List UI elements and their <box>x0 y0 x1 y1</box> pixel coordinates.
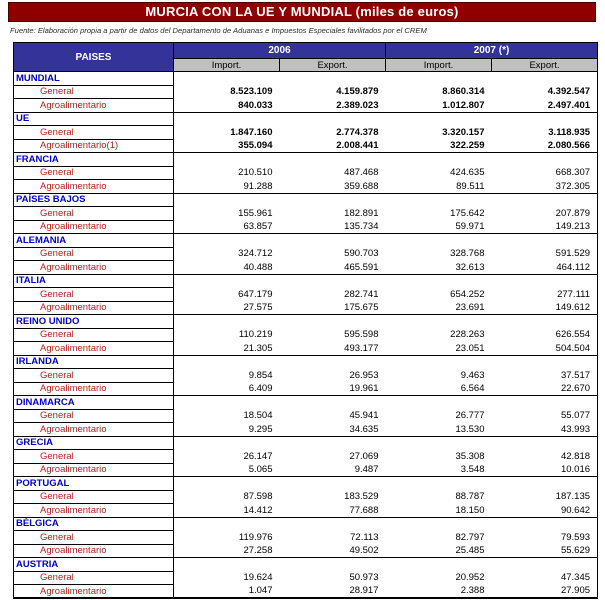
value-cell: 18.504 <box>243 410 273 422</box>
value-cell: 1.847.160 <box>230 126 273 138</box>
value-cell: 595.598 <box>344 329 379 341</box>
value-cell: 28.917 <box>280 585 386 599</box>
value-cell: 328.768 <box>450 248 485 260</box>
data-row <box>14 126 598 140</box>
value-cell: 2.497.401 <box>492 99 598 113</box>
value-cell: 207.879 <box>555 207 591 219</box>
value-cell: 149.612 <box>492 301 598 315</box>
row-label: General <box>14 85 174 99</box>
country-name: DINAMARCA <box>14 396 174 410</box>
row-label: Agroalimentario <box>14 423 174 437</box>
country-header-spacer <box>174 355 598 369</box>
value-cell: 27.258 <box>174 544 280 558</box>
value-cell: 464.112 <box>492 261 598 275</box>
value-cell: 26.953 <box>349 369 379 381</box>
value-cell: 1.047 <box>174 585 280 599</box>
row-label: Agroalimentario <box>14 382 174 396</box>
value-cell: 25.485 <box>386 544 492 558</box>
value-cell: 175.642 <box>450 207 485 219</box>
value-cell: 22.670 <box>492 382 598 396</box>
data-row <box>14 139 598 153</box>
row-label: General <box>14 450 174 464</box>
value-cell: 77.688 <box>280 504 386 518</box>
value-cell: 591.529 <box>555 248 591 260</box>
value-cell: 324.712 <box>238 248 273 260</box>
value-cell: 4.392.547 <box>547 86 591 98</box>
subheader-import-2006: Import. <box>174 59 280 72</box>
value-cell: 372.305 <box>492 180 598 194</box>
year-header-2006: 2006 <box>174 43 386 59</box>
value-cell: 9.463 <box>460 369 485 381</box>
data-row <box>14 342 598 356</box>
data-row <box>14 288 598 302</box>
country-header-spacer <box>174 234 598 248</box>
row-label: Agroalimentario <box>14 99 174 113</box>
value-cell: 27.575 <box>174 301 280 315</box>
row-label: General <box>14 571 174 585</box>
data-row <box>14 220 598 234</box>
value-cell: 4.159.879 <box>336 86 379 98</box>
value-cell: 8.860.314 <box>442 86 485 98</box>
row-label: General <box>14 247 174 261</box>
data-row <box>14 585 598 599</box>
subheader-import-2007: Import. <box>386 59 492 72</box>
data-row <box>14 180 598 194</box>
country-name: GRECIA <box>14 436 174 450</box>
value-cell: 27.905 <box>492 585 598 599</box>
country-header-spacer <box>174 193 598 207</box>
value-cell: 14.412 <box>174 504 280 518</box>
value-cell: 13.530 <box>386 423 492 437</box>
value-cell: 18.150 <box>386 504 492 518</box>
country-header-row <box>14 436 598 450</box>
country-name: ITALIA <box>14 274 174 288</box>
data-row <box>14 99 598 113</box>
country-name: MUNDIAL <box>14 72 174 86</box>
value-cell: 647.179 <box>238 288 273 300</box>
data-row <box>14 409 598 423</box>
value-cell: 119.976 <box>238 531 273 543</box>
row-label: General <box>14 126 174 140</box>
data-row <box>14 571 598 585</box>
row-label: Agroalimentario <box>14 220 174 234</box>
country-name: ALEMANIA <box>14 234 174 248</box>
data-row <box>14 544 598 558</box>
data-row <box>14 450 598 464</box>
country-header-row <box>14 112 598 126</box>
country-header-spacer <box>174 558 598 572</box>
value-cell: 3.548 <box>386 463 492 477</box>
value-cell: 63.857 <box>174 220 280 234</box>
data-row <box>14 247 598 261</box>
value-cell: 10.016 <box>492 463 598 477</box>
value-cell: 424.635 <box>450 167 485 179</box>
row-label: General <box>14 328 174 342</box>
row-label: General <box>14 288 174 302</box>
country-header-spacer <box>174 315 598 329</box>
value-cell: 32.613 <box>386 261 492 275</box>
country-header-row <box>14 193 598 207</box>
column-header-paises: PAISES <box>14 43 174 72</box>
row-label: General <box>14 409 174 423</box>
row-label: Agroalimentario <box>14 585 174 599</box>
data-row <box>14 423 598 437</box>
row-label: Agroalimentario <box>14 301 174 315</box>
value-cell: 6.409 <box>174 382 280 396</box>
value-cell: 82.797 <box>455 531 485 543</box>
row-label: Agroalimentario <box>14 544 174 558</box>
value-cell: 37.517 <box>560 369 591 381</box>
row-label: Agroalimentario <box>14 463 174 477</box>
value-cell: 1.012.807 <box>386 99 492 113</box>
value-cell: 9.854 <box>248 369 273 381</box>
value-cell: 5.065 <box>174 463 280 477</box>
row-label: Agroalimentario(1) <box>14 139 174 153</box>
value-cell: 187.135 <box>555 491 591 503</box>
row-label: Agroalimentario <box>14 261 174 275</box>
value-cell: 504.504 <box>492 342 598 356</box>
country-name: PORTUGAL <box>14 477 174 491</box>
country-header-row <box>14 72 598 86</box>
data-row <box>14 531 598 545</box>
value-cell: 2.080.566 <box>492 139 598 153</box>
value-cell: 6.564 <box>386 382 492 396</box>
row-label: General <box>14 369 174 383</box>
row-label: Agroalimentario <box>14 504 174 518</box>
data-row <box>14 369 598 383</box>
value-cell: 175.675 <box>280 301 386 315</box>
value-cell: 465.591 <box>280 261 386 275</box>
row-label: General <box>14 531 174 545</box>
value-cell: 210.510 <box>238 167 273 179</box>
country-header-spacer <box>174 517 598 531</box>
value-cell: 493.177 <box>280 342 386 356</box>
value-cell: 72.113 <box>350 531 379 543</box>
subheader-export-2007: Export. <box>492 59 598 72</box>
value-cell: 183.529 <box>344 491 379 503</box>
country-header-spacer <box>174 477 598 491</box>
value-cell: 355.094 <box>174 139 280 153</box>
value-cell: 9.487 <box>280 463 386 477</box>
value-cell: 89.511 <box>386 180 492 194</box>
row-label: General <box>14 166 174 180</box>
country-header-spacer <box>174 436 598 450</box>
value-cell: 155.961 <box>238 207 273 219</box>
value-cell: 55.077 <box>560 410 591 422</box>
data-row <box>14 382 598 396</box>
value-cell: 359.688 <box>280 180 386 194</box>
data-row <box>14 85 598 99</box>
country-header-spacer <box>174 274 598 288</box>
table-header <box>14 43 598 72</box>
value-cell: 91.288 <box>174 180 280 194</box>
value-cell: 654.252 <box>450 288 485 300</box>
value-cell: 50.973 <box>349 572 379 584</box>
value-cell: 79.593 <box>560 531 591 543</box>
country-header-row <box>14 315 598 329</box>
table-body <box>14 72 598 599</box>
row-label: General <box>14 207 174 221</box>
value-cell: 34.635 <box>280 423 386 437</box>
data-row <box>14 261 598 275</box>
value-cell: 42.818 <box>560 450 591 462</box>
row-label: General <box>14 490 174 504</box>
value-cell: 149.213 <box>492 220 598 234</box>
value-cell: 35.308 <box>455 450 485 462</box>
data-row <box>14 301 598 315</box>
value-cell: 40.488 <box>174 261 280 275</box>
value-cell: 26.777 <box>455 410 485 422</box>
country-name: REINO UNIDO <box>14 315 174 329</box>
country-header-spacer <box>174 112 598 126</box>
value-cell: 3.320.157 <box>442 126 485 138</box>
value-cell: 59.971 <box>386 220 492 234</box>
year-header-2007: 2007 (*) <box>386 43 598 59</box>
country-header-row <box>14 355 598 369</box>
country-name: AUSTRIA <box>14 558 174 572</box>
value-cell: 2.388 <box>386 585 492 599</box>
country-header-spacer <box>174 396 598 410</box>
value-cell: 277.111 <box>557 288 591 300</box>
value-cell: 19.624 <box>243 572 273 584</box>
data-row <box>14 504 598 518</box>
value-cell: 2.008.441 <box>280 139 386 153</box>
value-cell: 20.952 <box>455 572 485 584</box>
value-cell: 590.703 <box>344 248 379 260</box>
country-header-row <box>14 517 598 531</box>
value-cell: 626.554 <box>555 329 591 341</box>
country-name: IRLANDA <box>14 355 174 369</box>
country-name: BÉLGICA <box>14 517 174 531</box>
value-cell: 840.033 <box>174 99 280 113</box>
value-cell: 282.741 <box>344 288 379 300</box>
data-row <box>14 490 598 504</box>
country-header-row <box>14 396 598 410</box>
country-header-row <box>14 153 598 167</box>
value-cell: 23.691 <box>386 301 492 315</box>
trade-data-table <box>13 42 598 599</box>
report-title: MURCIA CON LA UE Y MUNDIAL (miles de euros) <box>8 2 596 22</box>
value-cell: 668.307 <box>555 167 591 179</box>
row-label: Agroalimentario <box>14 180 174 194</box>
country-header-spacer <box>174 153 598 167</box>
country-header-row <box>14 274 598 288</box>
data-row <box>14 207 598 221</box>
value-cell: 322.259 <box>386 139 492 153</box>
value-cell: 88.787 <box>455 491 485 503</box>
value-cell: 90.642 <box>492 504 598 518</box>
value-cell: 8.523.109 <box>230 86 273 98</box>
country-name: UE <box>14 112 174 126</box>
country-header-spacer <box>174 72 598 86</box>
country-header-row <box>14 234 598 248</box>
value-cell: 23.051 <box>386 342 492 356</box>
value-cell: 110.219 <box>238 329 273 341</box>
value-cell: 47.345 <box>560 572 591 584</box>
source-note: Fuente: Elaboración propia a partir de datos del Departamento de Aduanas e Impuestos Especiales favilitados por el CREM <box>10 26 427 35</box>
country-header-row <box>14 477 598 491</box>
value-cell: 487.468 <box>344 167 379 179</box>
subheader-export-2006: Export. <box>280 59 386 72</box>
data-row <box>14 463 598 477</box>
data-row <box>14 328 598 342</box>
value-cell: 43.993 <box>492 423 598 437</box>
country-header-row <box>14 558 598 572</box>
value-cell: 19.961 <box>280 382 386 396</box>
value-cell: 228.263 <box>450 329 485 341</box>
value-cell: 3.118.935 <box>548 126 591 138</box>
value-cell: 2.389.023 <box>280 99 386 113</box>
value-cell: 49.502 <box>280 544 386 558</box>
value-cell: 2.774.378 <box>336 126 379 138</box>
value-cell: 55.629 <box>492 544 598 558</box>
country-name: PAÍSES BAJOS <box>14 193 174 207</box>
value-cell: 135.734 <box>280 220 386 234</box>
country-name: FRANCIA <box>14 153 174 167</box>
value-cell: 9.295 <box>174 423 280 437</box>
value-cell: 21.305 <box>174 342 280 356</box>
value-cell: 87.598 <box>243 491 273 503</box>
value-cell: 182.891 <box>344 207 379 219</box>
data-row <box>14 166 598 180</box>
value-cell: 26.147 <box>243 450 273 462</box>
row-label: Agroalimentario <box>14 342 174 356</box>
value-cell: 45.941 <box>349 410 379 422</box>
value-cell: 27.069 <box>349 450 379 462</box>
